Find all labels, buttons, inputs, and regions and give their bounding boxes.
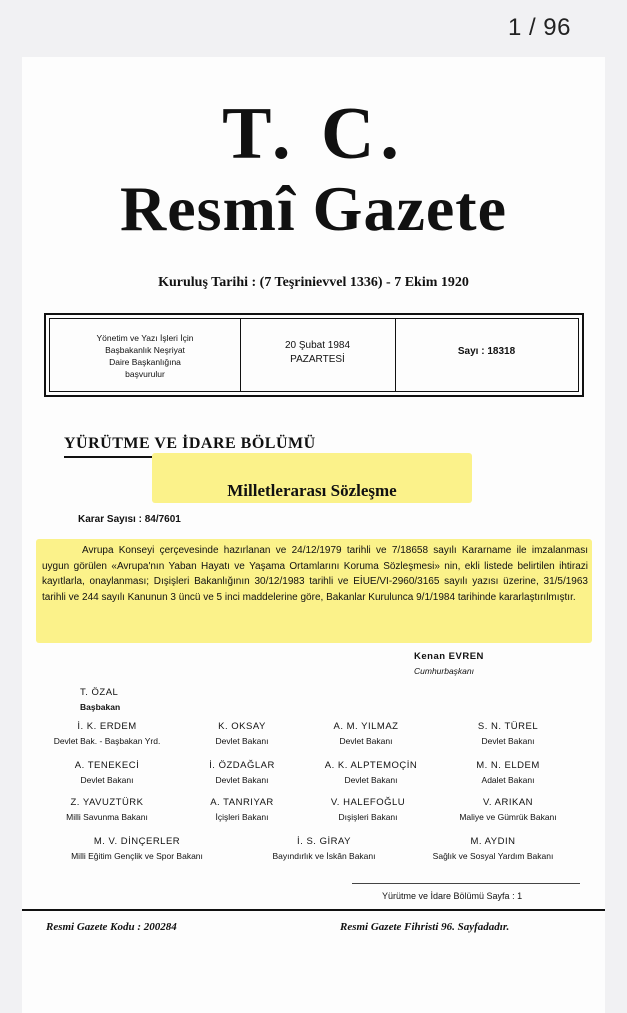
viewer-toolbar [0, 0, 627, 56]
signatory-title: Devlet Bakanı [344, 775, 398, 785]
signature-pm [80, 685, 160, 715]
page-indicator: 1 / 96 [507, 14, 571, 41]
signature-minister [32, 758, 182, 788]
issue-number: Sayı : 18318 [457, 346, 516, 357]
document-title: Milletlerarası Sözleşme [227, 481, 397, 500]
signatory-title: Milli Savunma Bakanı [66, 812, 148, 822]
footer-rule [22, 909, 605, 911]
signature-minister [306, 795, 430, 825]
signature-minister [446, 719, 570, 749]
signatory-name: Z. YAVUZTÜRK [70, 797, 144, 808]
signature-minister [182, 758, 302, 788]
masthead-tc: T. C. [222, 93, 405, 175]
signatory-title: Devlet Bakanı [481, 736, 535, 746]
office-cell [50, 319, 241, 391]
signatory-name: K. OKSAY [218, 721, 266, 732]
issue-header-box [44, 313, 584, 397]
signatory-name: M. AYDIN [470, 836, 516, 847]
issue-cell [395, 319, 578, 391]
signature-minister [182, 795, 302, 825]
gazette-code: Resmi Gazete Kodu : 200284 [46, 921, 177, 933]
signatory-name: A. TANRIYAR [210, 797, 274, 808]
signatory-title: Dışişleri Bakanı [338, 812, 398, 822]
signature-minister [436, 795, 580, 825]
signatory-title: Devlet Bakanı [80, 775, 134, 785]
signatory-name: T. ÖZAL [80, 687, 119, 698]
signatory-title: Devlet Bakanı [215, 736, 269, 746]
issue-date: 20 Şubat 1984 [284, 340, 351, 351]
signatory-title: Cumhurbaşkanı [414, 666, 475, 676]
signature-minister [182, 719, 302, 749]
signature-minister [306, 758, 436, 788]
office-line: Daire Başkanlığına [109, 357, 181, 367]
signature-minister [244, 834, 404, 864]
signature-minister [32, 719, 182, 749]
decision-body [42, 543, 588, 605]
signatory-name: V. ARIKAN [482, 797, 534, 808]
signatory-name: A. TENEKECİ [74, 760, 140, 771]
masthead-title: Resmî Gazete [120, 173, 507, 244]
founding-date: Kuruluş Tarihi : (7 Teşrinievvel 1336) - 7 Ekim 1920 [158, 275, 469, 290]
signatory-title: İçişleri Bakanı [215, 812, 269, 822]
signatory-title: Devlet Bak. - Başbakan Yrd. [53, 736, 161, 746]
section-page: Yürütme ve İdare Bölümü Sayfa : 1 [382, 891, 523, 901]
signatory-name: A. M. YILMAZ [333, 721, 399, 732]
signatory-name: V. HALEFOĞLU [330, 797, 406, 808]
signature-minister [406, 834, 580, 864]
gazette-index-note: Resmi Gazete Fihristi 96. Sayfadadır. [340, 921, 510, 933]
signatory-name: M. N. ELDEM [476, 760, 540, 771]
office-line: Başbakanlık Neşriyat [105, 345, 185, 355]
signatory-name: İ. K. ERDEM [77, 721, 137, 732]
signatory-name: İ. ÖZDAĞLAR [209, 760, 275, 771]
signature-president [414, 649, 484, 679]
signature-minister [306, 719, 426, 749]
footer-divider [352, 883, 580, 884]
signature-minister [446, 758, 570, 788]
issue-weekday: PAZARTESİ [290, 354, 345, 365]
section-heading: YÜRÜTME VE İDARE BÖLÜMÜ [64, 435, 316, 452]
signatory-name: A. K. ALPTEMOÇİN [324, 760, 418, 771]
signatory-name: M. V. DİNÇERLER [93, 836, 181, 847]
signatory-name: S. N. TÜREL [477, 721, 539, 732]
body-paragraph: Avrupa Konseyi çerçevesinde hazırlanan ve 24/12/1979 tarihli ve 7/18658 sayılı Kararname ile imzalanması uygun görülen «Avrupa'nın Yaban Hayatı ve Yaşama Ortamlarını Koruma Sözleşmesi» nin, ekli listede belirtilen ihtirazi kayıtlarla, onaylanması; Dışişleri Bakanlığının 30/12/1983 tarihli ve EİUE/VI-2960/3165 sayılı yazısı üzerine, 31/5/1963 tarihli ve 244 sayılı Kanunun 3 üncü ve 5 inci maddelerine göre, Bakanlar Kurulunca 9/1/1984 tarihinde kararlaştırılmıştır. [42, 545, 588, 603]
office-line: başvurulur [125, 369, 165, 379]
signatory-name: Kenan EVREN [414, 651, 484, 662]
date-cell [240, 319, 396, 391]
office-line: Yönetim ve Yazı İşleri İçin [96, 333, 194, 343]
signatory-title: Sağlık ve Sosyal Yardım Bakanı [432, 851, 554, 861]
signatory-title: Milli Eğitim Gençlik ve Spor Bakanı [71, 851, 203, 861]
signatory-title: Bayındırlık ve İskân Bakanı [272, 851, 376, 861]
signatory-title: Maliye ve Gümrük Bakanı [459, 812, 557, 822]
document-page [22, 57, 605, 1013]
signatory-title: Devlet Bakanı [339, 736, 393, 746]
signatory-name: İ. S. GİRAY [297, 836, 351, 847]
signatory-title: Adalet Bakanı [481, 775, 535, 785]
decision-number: Karar Sayısı : 84/7601 [78, 514, 181, 525]
signature-minister [30, 834, 244, 864]
signatory-title: Başbakan [80, 702, 121, 712]
signature-minister [32, 795, 182, 825]
signatory-title: Devlet Bakanı [215, 775, 269, 785]
